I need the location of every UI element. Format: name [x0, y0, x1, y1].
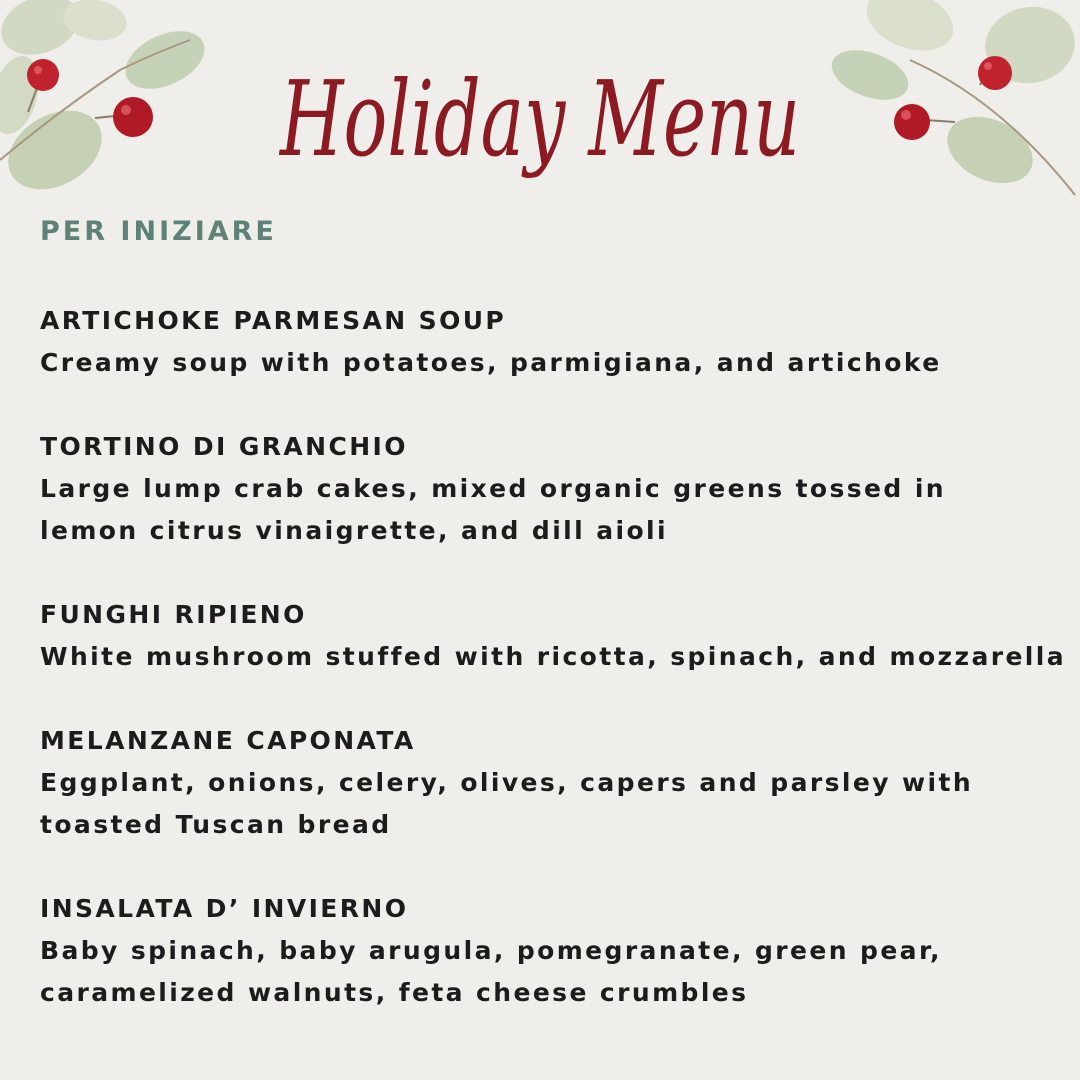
item-description: lemon citrus vinaigrette, and dill aioli [40, 516, 668, 545]
item-name: TORTINO DI GRANCHIO [40, 432, 408, 461]
item-name: INSALATA D’ INVIERNO [40, 894, 409, 923]
section-heading: PER INIZIARE [40, 216, 277, 247]
item-description: Eggplant, onions, celery, olives, capers and parsley with [40, 768, 974, 797]
item-name: ARTICHOKE PARMESAN SOUP [40, 306, 507, 335]
menu-item [40, 720, 1060, 846]
menu-title [260, 30, 820, 220]
item-description: White mushroom stuffed with ricotta, spinach, and mozzarella [40, 642, 1067, 671]
item-description: toasted Tuscan bread [40, 810, 392, 839]
berry-icon [27, 59, 59, 91]
berry-icon [978, 56, 1012, 90]
menu-item [40, 594, 1067, 678]
menu-item [40, 426, 1060, 552]
item-description: Baby spinach, baby arugula, pomegranate, green pear, [40, 936, 942, 965]
menu-item [40, 888, 1060, 1014]
berry-branch-right-decoration [830, 0, 1080, 200]
menu-title-text: Holiday Menu [278, 58, 801, 180]
item-description: caramelized walnuts, feta cheese crumbles [40, 978, 749, 1007]
item-description: Creamy soup with potatoes, parmigiana, and artichoke [40, 348, 942, 377]
item-description: Large lump crab cakes, mixed organic greens tossed in [40, 474, 946, 503]
berry-icon [113, 97, 153, 137]
item-name: MELANZANE CAPONATA [40, 726, 416, 755]
item-name: FUNGHI RIPIENO [40, 600, 307, 629]
berry-icon [894, 104, 930, 140]
menu-item [40, 300, 1060, 384]
berry-branch-left-decoration [0, 0, 220, 200]
